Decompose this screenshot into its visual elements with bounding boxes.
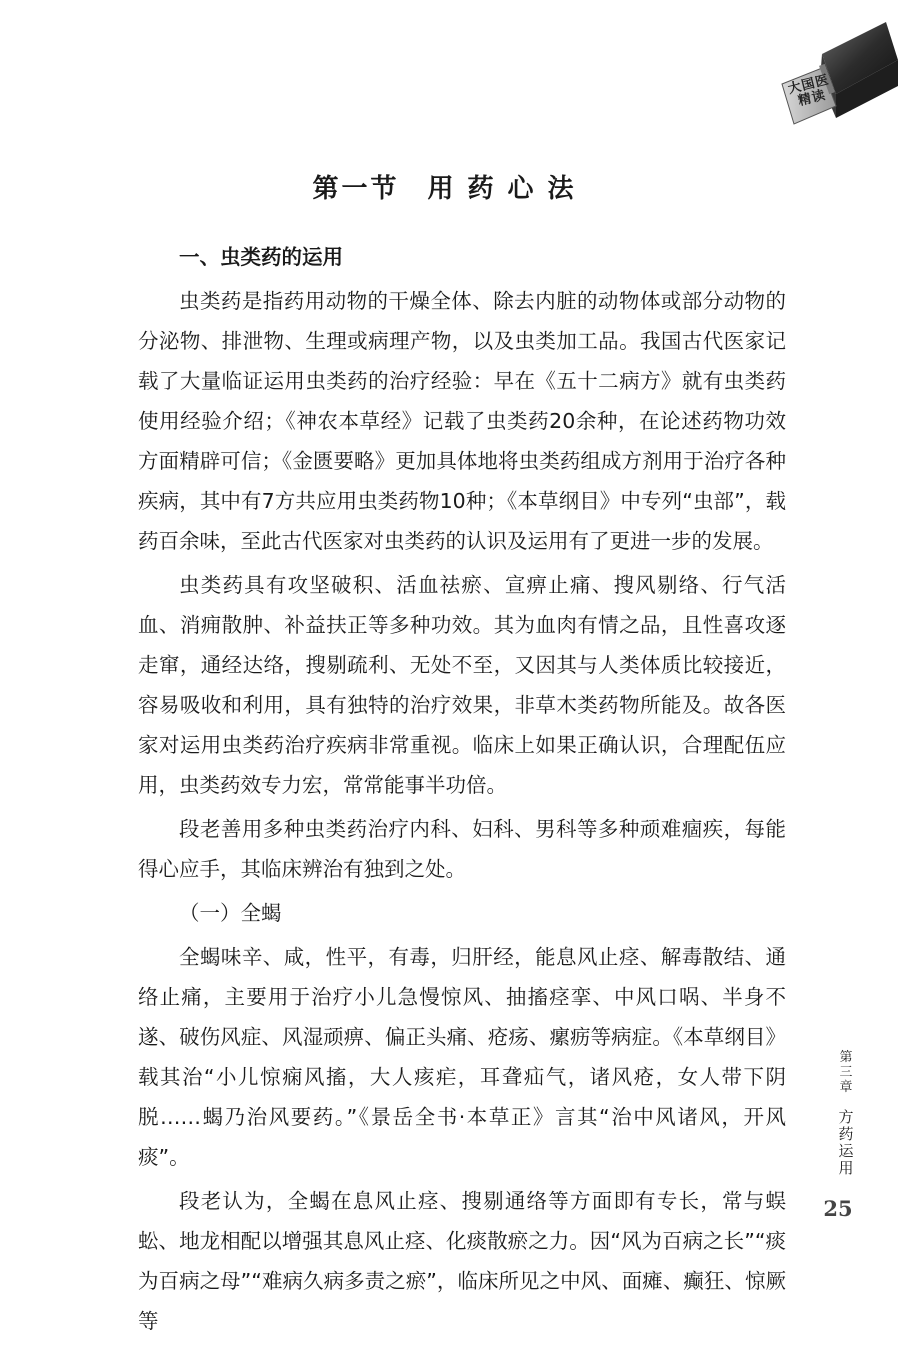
section-title	[0, 168, 900, 205]
chapter-title: 方 药 运 用	[838, 1108, 854, 1177]
section-name: 用药心法	[427, 174, 588, 204]
heading-insect-medicine: 一、虫类药的运用	[179, 245, 343, 269]
subheading-quanxie: （一）全蝎	[179, 901, 282, 925]
page-body	[138, 237, 786, 1345]
seal-lettering: 大国医 精读	[786, 72, 831, 110]
paragraph-5: 段老认为，全蝎在息风止痉、搜剔通络等方面即有专长，常与蜈蚣、地龙相配以增强其息风止痉、化痰散瘀之力。因“风为百病之长”“痰为百病之母”“难病久病多责之瘀”，临床所见之中风、面瘫、癫狂、惊厥等	[138, 1189, 786, 1333]
page-number: 25	[823, 1196, 853, 1221]
paragraph-3: 段老善用多种虫类药治疗内科、妇科、男科等多种顽难痼疾，每能得心应手，其临床辨治有独到之处。	[138, 817, 786, 881]
chapter-side-label	[826, 1050, 866, 1177]
paragraph-4: 全蝎味辛、咸，性平，有毒，归肝经，能息风止痉、解毒散结、通络止痛，主要用于治疗小儿急慢惊风、抽搐痉挛、中风口㖞、半身不遂、破伤风症、风湿顽痹、偏正头痛、疮疡、瘰疬等病症。《本草纲目》载其治“小儿惊痫风搐，大人痎疟，耳聋疝气，诸风疮，女人带下阴脱……蝎乃治风要药。”《景岳全书·本草正》言其“治中风诸风，开风痰”。	[138, 945, 786, 1169]
paragraph-1: 虫类药是指药用动物的干燥全体、除去内脏的动物体或部分动物的分泌物、排泄物、生理或病理产物，以及虫类加工品。我国古代医家记载了大量临证运用虫类药的治疗经验：早在《五十二病方》就有虫类药使用经验介绍；《神农本草经》记载了虫类药20余种，在论述药物功效方面精辟可信；《金匮要略》更加具体地将虫类药组成方剂用于治疗各种疾病，其中有7方共应用虫类药物10种；《本草纲目》中专列“虫部”，载药百余味，至此古代医家对虫类药的认识及运用有了更进一步的发展。	[138, 289, 786, 553]
chapter-number: 第 三 章	[839, 1050, 853, 1095]
paragraph-2: 虫类药具有攻坚破积、活血祛瘀、宣痹止痛、搜风剔络、行气活血、消痈散肿、补益扶正等多种功效。其为血肉有情之品，且性喜攻逐走窜，通经达络，搜剔疏利、无处不至，又因其与人类体质比较接近，容易吸收和利用，具有独特的治疗效果，非草木类药物所能及。故各医家对运用虫类药治疗疾病非常重视。临床上如果正确认识，合理配伍应用，虫类药效专力宏，常常能事半功倍。	[138, 573, 786, 797]
section-number: 第一节	[312, 174, 400, 204]
